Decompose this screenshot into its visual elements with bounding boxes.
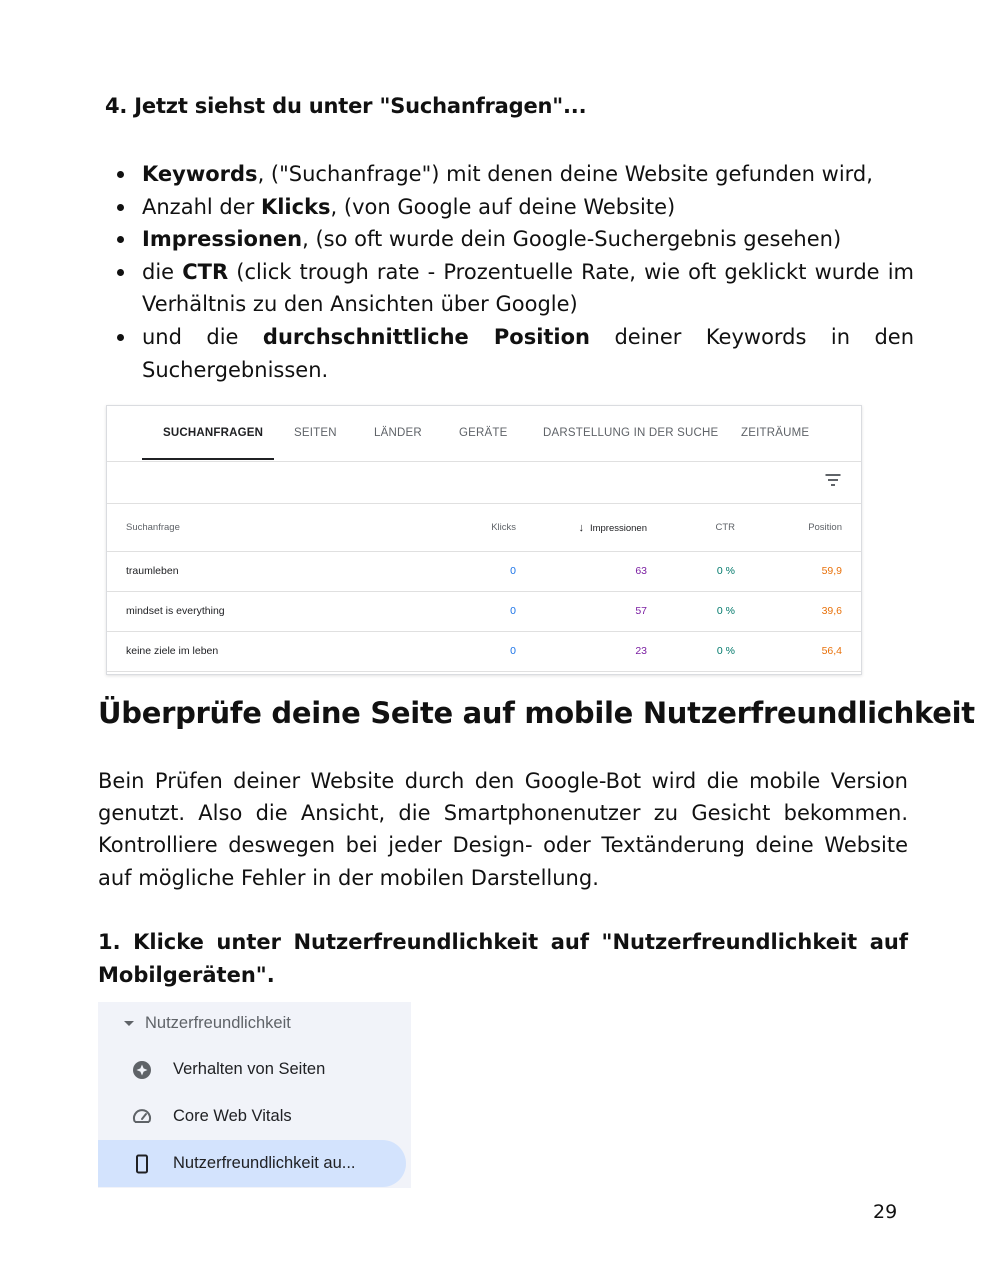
smartphone-icon xyxy=(132,1154,152,1174)
clicks-cell: 0 xyxy=(510,605,516,617)
filter-icon[interactable] xyxy=(825,473,841,487)
sidebar-item-label: Verhalten von Seiten xyxy=(173,1060,326,1078)
query-cell: mindset is everything xyxy=(126,605,225,617)
list-item-text: die xyxy=(142,259,183,284)
sidebar-item-label: Core Web Vitals xyxy=(173,1107,292,1125)
tab-seiten[interactable]: SEITEN xyxy=(294,427,337,439)
list-item-text: Anzahl der xyxy=(142,194,261,219)
sidebar-item-mobile-usability[interactable] xyxy=(98,1140,406,1187)
gauge-icon xyxy=(132,1107,152,1127)
keyword-term: durchschnittliche Position xyxy=(262,324,591,349)
section-heading: Überprüfe deine Seite auf mobile Nutzerfreundlichkeit xyxy=(98,696,975,730)
position-cell: 59,9 xyxy=(821,565,842,577)
step-4-heading: 4. Jetzt siehst du unter "Suchanfragen"... xyxy=(105,94,587,118)
search-queries-table xyxy=(106,405,862,675)
keyword-term: Impressionen xyxy=(142,227,303,252)
usability-sidebar xyxy=(98,1002,411,1188)
sort-arrow-icon: ↓ xyxy=(578,522,584,534)
list-item-text: deiner Keywords in den Suchergebnissen. xyxy=(142,324,915,382)
plus-circle-icon xyxy=(132,1060,152,1080)
tab-laender[interactable]: LÄNDER xyxy=(374,427,422,439)
impressions-cell: 23 xyxy=(635,645,647,657)
filter-bar xyxy=(107,461,861,504)
position-cell: 39,6 xyxy=(821,605,842,617)
position-cell: 56,4 xyxy=(821,645,842,657)
sidebar-item-label: Nutzerfreundlichkeit au... xyxy=(173,1154,356,1172)
list-item-text: , ("Suchanfrage") mit denen deine Website gefunden wird, xyxy=(257,162,873,186)
column-header-query[interactable]: Suchanfrage xyxy=(126,522,180,533)
impressions-cell: 63 xyxy=(635,565,647,577)
keyword-term: Klicks xyxy=(260,194,331,219)
table-row[interactable] xyxy=(107,592,861,632)
sidebar-item-page-experience[interactable] xyxy=(98,1046,406,1093)
list-item-text: und die xyxy=(142,324,263,349)
caret-down-icon xyxy=(124,1021,134,1026)
section-paragraph: Bein Prüfen deiner Website durch den Google-Bot wird die mobile Version genutzt. Also die Ansicht, die Smartphonenutzer zu Gesicht bekommen. Kontrolliere deswegen bei jeder Design- oder Textänderung deine Website auf mögliche Fehler in der mobilen Darstellung. xyxy=(98,769,908,890)
clicks-cell: 0 xyxy=(510,565,516,577)
tab-suchanfragen[interactable]: SUCHANFRAGEN xyxy=(163,427,264,439)
sidebar-item-core-web-vitals[interactable] xyxy=(98,1093,406,1140)
sidebar-group-label: Nutzerfreundlichkeit xyxy=(145,1014,291,1032)
table-row[interactable] xyxy=(107,552,861,592)
feature-list xyxy=(142,158,914,386)
query-cell: keine ziele im leben xyxy=(126,645,219,657)
tab-geraete[interactable]: GERÄTE xyxy=(459,427,508,439)
list-item-text: (click trough rate - Prozentuelle Rate, wie oft geklickt wurde im Verhältnis zu den Ansichten über Google) xyxy=(142,259,915,317)
ctr-cell: 0 % xyxy=(716,605,735,617)
column-header-impressions[interactable]: ↓ Impressionen xyxy=(578,522,647,534)
list-item xyxy=(142,321,914,386)
list-item xyxy=(142,256,914,321)
list-item-text: , (so oft wurde dein Google-Suchergebnis gesehen) xyxy=(302,227,842,252)
impressions-cell: 57 xyxy=(635,605,647,617)
table-header xyxy=(107,503,861,552)
ctr-cell: 0 % xyxy=(716,565,735,577)
clicks-cell: 0 xyxy=(510,645,516,657)
column-header-ctr[interactable]: CTR xyxy=(715,522,735,533)
list-item xyxy=(142,158,914,191)
report-tabs xyxy=(107,406,861,462)
query-cell: traumleben xyxy=(126,565,179,577)
step-1-instruction: 1. Klicke unter Nutzerfreundlichkeit auf "Nutzerfreundlichkeit auf Mobilgeräten". xyxy=(98,930,908,987)
list-item xyxy=(142,191,914,224)
column-header-clicks[interactable]: Klicks xyxy=(491,522,516,533)
list-item xyxy=(142,223,914,256)
keyword-term: CTR xyxy=(182,259,229,284)
ctr-cell: 0 % xyxy=(716,645,735,657)
table-row[interactable] xyxy=(107,632,861,672)
page-number: 29 xyxy=(873,1201,898,1223)
tab-zeitraeume[interactable]: ZEITRÄUME xyxy=(741,427,810,439)
list-item-text: , (von Google auf deine Website) xyxy=(330,194,676,219)
active-tab-indicator xyxy=(142,458,274,460)
keyword-term: Keywords xyxy=(142,162,258,186)
column-header-position[interactable]: Position xyxy=(808,522,842,533)
sidebar-group-header[interactable] xyxy=(98,1002,411,1046)
tab-darstellung[interactable]: DARSTELLUNG IN DER SUCHE xyxy=(543,427,719,439)
